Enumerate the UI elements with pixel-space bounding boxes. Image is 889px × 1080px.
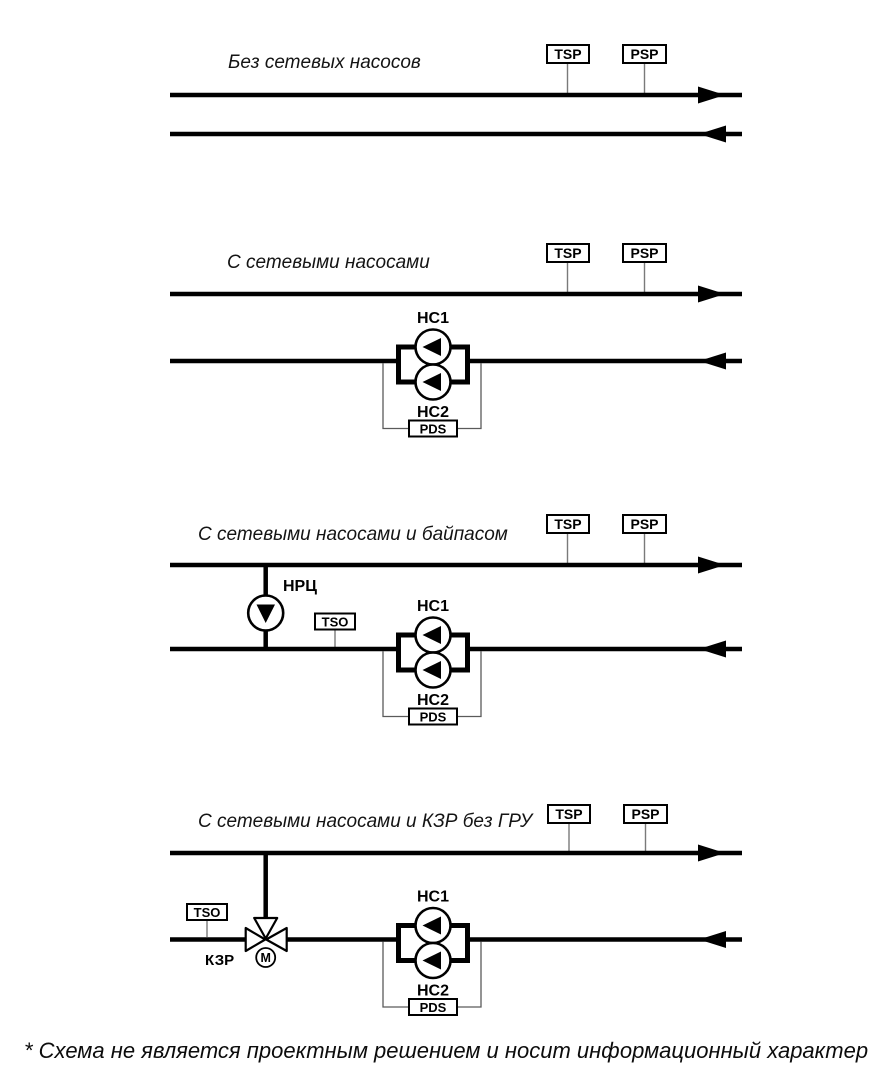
pump-2-label: НС2 (416, 404, 450, 421)
tso-sensor-label: TSO (193, 905, 221, 920)
section-title: С сетевыми насосами и КЗР без ГРУ (198, 811, 533, 832)
tsp-sensor-label: TSP (554, 245, 582, 261)
pump-1-label: НС1 (416, 888, 450, 906)
diagram-no-network-pumps (170, 45, 742, 143)
three-way-control-valve (205, 918, 287, 969)
section-title: С сетевыми насосами (227, 252, 430, 273)
pump-1-label: НС1 (416, 598, 450, 615)
flow-arrow-left-icon (699, 931, 726, 948)
footnote-disclaimer: * Схема не является проектным решением и носит информационный характер (24, 1038, 869, 1063)
tsp-sensor-label: TSP (555, 806, 583, 822)
pump-1-label: НС1 (416, 310, 450, 327)
recirculation-pump-label: НРЦ (283, 578, 317, 595)
section-title: Без сетевых насосов (228, 52, 421, 73)
diagram-with-pumps-and-bypass (170, 515, 742, 725)
section-title: С сетевыми насосами и байпасом (198, 524, 508, 545)
flow-arrow-right-icon (698, 87, 725, 104)
flow-arrow-left-icon (699, 641, 726, 658)
flow-arrow-right-icon (698, 845, 725, 862)
pump-2-label: НС2 (416, 982, 450, 1000)
psp-sensor-label: PSP (630, 516, 659, 532)
network-pump-group (383, 598, 481, 725)
psp-sensor-label: PSP (631, 806, 660, 822)
pds-sensor-label: PDS (419, 709, 447, 725)
pds-sensor-label: PDS (419, 1000, 447, 1015)
valve-label: КЗР (205, 952, 235, 969)
tsp-sensor-label: TSP (554, 46, 582, 62)
flow-arrow-right-icon (698, 557, 725, 574)
flow-arrow-right-icon (698, 286, 725, 303)
diagram-with-pumps-and-kzr (170, 805, 742, 1015)
diagram-with-network-pumps (170, 244, 742, 437)
flow-arrow-left-icon (699, 353, 726, 370)
motor-actuator-label: M (260, 951, 271, 965)
tsp-sensor-label: TSP (554, 516, 582, 532)
psp-sensor-label: PSP (630, 245, 659, 261)
pump-2-label: НС2 (416, 692, 450, 709)
flow-arrow-left-icon (699, 126, 726, 143)
tso-sensor-label: TSO (321, 614, 349, 630)
psp-sensor-label: PSP (630, 46, 659, 62)
network-pump-group (383, 310, 481, 437)
pds-sensor-label: PDS (419, 421, 447, 437)
network-pump-group (383, 889, 481, 1016)
